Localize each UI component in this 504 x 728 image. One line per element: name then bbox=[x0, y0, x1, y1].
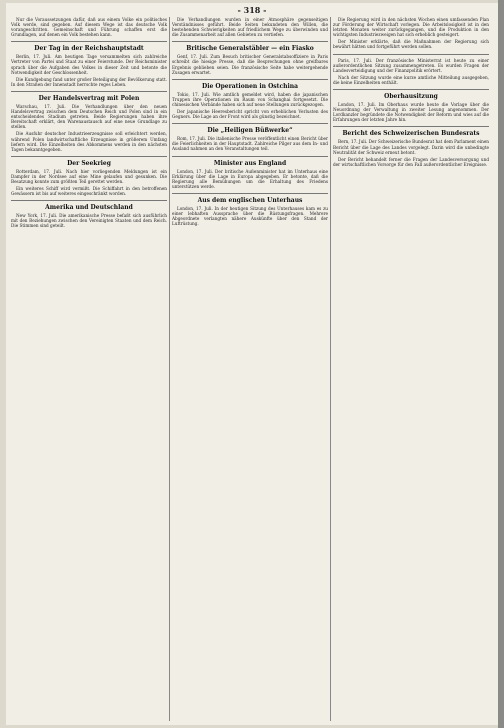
newspaper-page bbox=[6, 3, 498, 725]
article-divider bbox=[172, 41, 328, 42]
article bbox=[333, 93, 489, 122]
article-paragraph: Nur die Voraussetzungen dafür, daß aus einem Volke ein politisches Volk werde, sind gegeben. Auf diesem Wege ist das deutsche Volk vorangeschritten. Gemeinschaft und Führung schaffen erst die Grundlagen, auf denen ein Volk bestehen kann. bbox=[11, 17, 167, 38]
article-heading: Minister aus England bbox=[213, 159, 287, 167]
article bbox=[172, 127, 328, 151]
article-divider bbox=[11, 156, 167, 157]
column-divider bbox=[330, 17, 331, 721]
article-paragraph: Die Ausfuhr deutscher Industrieerzeugnisse soll erleichtert werden, während Polen landwirtschaftliche Erzeugnisse in größerem Umfang liefern wird. Die Einzelheiten des Abkommens werden in den nächsten Tagen bekanntgegeben. bbox=[11, 131, 167, 152]
article-divider bbox=[172, 123, 328, 124]
article bbox=[172, 83, 328, 119]
article-divider bbox=[11, 91, 167, 92]
adjacent-page-edge bbox=[498, 0, 504, 728]
article-divider bbox=[333, 126, 489, 127]
article-paragraph: Der Minister erklärte, daß die Maßnahmen der Regierung sich bewährt hätten und fortgeführt werden sollen. bbox=[333, 39, 489, 50]
column-1 bbox=[11, 17, 167, 721]
column-divider bbox=[169, 17, 170, 721]
article-heading: Der Tag in der Reichshauptstadt bbox=[34, 45, 144, 53]
article-paragraph: Die Regierung wird in den nächsten Wochen einen umfassenden Plan zur Förderung der Wirtschaft vorlegen. Die Arbeitslosigkeit ist in den letzten Monaten weiter zurückgegangen, und die Produktion in den wichtigsten Industriezweigen hat sich erheblich gesteigert. bbox=[333, 17, 489, 38]
column-2 bbox=[172, 17, 328, 721]
article-paragraph: Genf, 17. Juli. Zum Besuch britischer Generalstabsoffiziere in Paris schreibt die hiesige Presse, daß die Besprechungen ohne greifbares Ergebnis geblieben seien. Die französische Seite habe weitergehende Zusagen erwartet. bbox=[172, 54, 328, 75]
article bbox=[172, 45, 328, 74]
article bbox=[11, 95, 167, 152]
article bbox=[333, 17, 489, 50]
article-paragraph: Tokio, 17. Juli. Wie amtlich gemeldet wird, haben die japanischen Truppen ihre Operationen im Raum von Schanghai fortgesetzt. Die chinesischen Verbände haben sich auf neue Stellungen zurückgezogen. bbox=[172, 91, 328, 107]
article-paragraph: Die Verhandlungen wurden in einer Atmosphäre gegenseitigen Verständnisses geführt. Beide Seiten bekundeten den Willen, die bestehenden Schwierigkeiten auf friedlichem Wege zu überwinden und die Zusammenarbeit auf allen Gebieten zu vertiefen. bbox=[172, 17, 328, 38]
article-paragraph: Rotterdam, 17. Juli. Nach hier vorliegenden Meldungen ist ein Dampfer in der Nordsee auf eine Mine gelaufen und gesunken. Die Besatzung konnte zum größten Teil gerettet werden. bbox=[11, 168, 167, 184]
article bbox=[11, 17, 167, 37]
article-heading: Amerika und Deutschland bbox=[45, 204, 133, 212]
article bbox=[172, 197, 328, 226]
article-paragraph: Die Kundgebung fand unter großer Beteiligung der Bevölkerung statt. In den Straßen der Innenstadt herrschte reges Leben. bbox=[11, 76, 167, 87]
article bbox=[11, 45, 167, 87]
article-heading: Der Seekrieg bbox=[67, 159, 111, 167]
article bbox=[333, 58, 489, 85]
article-paragraph: Nach der Sitzung wurde eine kurze amtliche Mitteilung ausgegeben, die keine Einzelheiten enthält. bbox=[333, 74, 489, 85]
article-paragraph: Der japanische Heeresbericht spricht von erheblichen Verlusten des Gegners. Die Lage an der Front wird als günstig bezeichnet. bbox=[172, 109, 328, 120]
page-number: - 318 - bbox=[237, 5, 267, 15]
article-divider bbox=[11, 200, 167, 201]
article-divider bbox=[172, 156, 328, 157]
article-paragraph: Warschau, 17. Juli. Die Verhandlungen über den neuen Handelsvertrag zwischen dem Deutschen Reich und Polen sind in ein entscheidendes Stadium getreten. Beide Regierungen haben ihre Bereitschaft erklärt, den Warenaustausch auf eine neue Grundlage zu stellen. bbox=[11, 103, 167, 130]
article-heading: Bericht des Schweizerischen Bundesrats bbox=[342, 130, 480, 138]
article-paragraph: Rom, 17. Juli. Die italienische Presse veröffentlicht einen Bericht über die Feierlichkeiten in der Hauptstadt. Zahlreiche Pilger aus dem In- und Ausland nahmen an den Veranstaltungen teil. bbox=[172, 136, 328, 152]
column-3 bbox=[333, 17, 489, 721]
article-heading: Die „Heiligen Büßwerke“ bbox=[207, 127, 293, 135]
article bbox=[11, 204, 167, 228]
article-divider bbox=[172, 193, 328, 194]
article-paragraph: Bern, 17. Juli. Der Schweizerische Bundesrat hat dem Parlament einen Bericht über die Lage des Landes vorgelegt. Darin wird die unbedingte Neutralität der Schweiz erneut betont. bbox=[333, 139, 489, 155]
article-divider bbox=[172, 79, 328, 80]
article-divider bbox=[11, 41, 167, 42]
article-paragraph: Berlin, 17. Juli. Am heutigen Tage versammelten sich zahlreiche Vertreter von Partei und Staat zu einer Feierstunde. Der Reichsminister sprach über die Aufgaben des Volkes in dieser Zeit und betonte die Notwendigkeit der Geschlossenheit. bbox=[11, 54, 167, 75]
article-paragraph: Ein weiteres Schiff wird vermißt. Die Schiffahrt in den betroffenen Gewässern ist bis auf weiteres eingeschränkt worden. bbox=[11, 186, 167, 197]
article-heading: Der Handelsvertrag mit Polen bbox=[38, 94, 140, 102]
article bbox=[11, 160, 167, 196]
article-paragraph: London, 17. Juli. Der britische Außenminister hat im Unterhaus eine Erklärung über die Lage in Europa abgegeben. Er betonte, daß die Regierung alle Bemühungen um die Erhaltung des Friedens unterstützen werde. bbox=[172, 168, 328, 189]
article bbox=[172, 160, 328, 189]
article-paragraph: New York, 17. Juli. Die amerikanische Presse befaßt sich ausführlich mit den Beziehungen zwischen den Vereinigten Staaten und dem Reich. Die Stimmen sind geteilt. bbox=[11, 213, 167, 229]
article-paragraph: London, 17. Juli. Im Oberhaus wurde heute die Vorlage über die Neuordnung der Verwaltung in zweiter Lesung angenommen. Der Lordkanzler begründete die Notwendigkeit der Reform und wies auf die Erfahrungen der letzten Jahre hin. bbox=[333, 102, 489, 123]
article-heading: Oberhausitzung bbox=[384, 93, 438, 101]
article-paragraph: London, 17. Juli. In der heutigen Sitzung des Unterhauses kam es zu einer lebhaften Aussprache über die Rüstungsfragen. Mehrere Abgeordnete verlangten nähere Auskünfte über den Stand der Luftrüstung. bbox=[172, 205, 328, 227]
article-heading: Die Operationen in Ostchina bbox=[201, 82, 298, 90]
article bbox=[333, 130, 489, 166]
article-paragraph: Paris, 17. Juli. Der französische Ministerrat ist heute zu einer außerordentlichen Sitzung zusammengetreten. Es wurden Fragen der Landesverteidigung und der Finanzpolitik erörtert. bbox=[333, 57, 489, 73]
article-heading: Aus dem englischen Unterhaus bbox=[197, 196, 303, 204]
article-divider bbox=[333, 54, 489, 55]
article-divider bbox=[333, 89, 489, 90]
article bbox=[172, 17, 328, 37]
article-paragraph: Der Bericht behandelt ferner die Fragen der Landesversorgung und der wirtschaftlichen Vorsorge für den Fall außerordentlicher Ereignisse. bbox=[333, 156, 489, 167]
article-heading: Britische Generalstäbler — ein Fiasko bbox=[186, 45, 314, 53]
